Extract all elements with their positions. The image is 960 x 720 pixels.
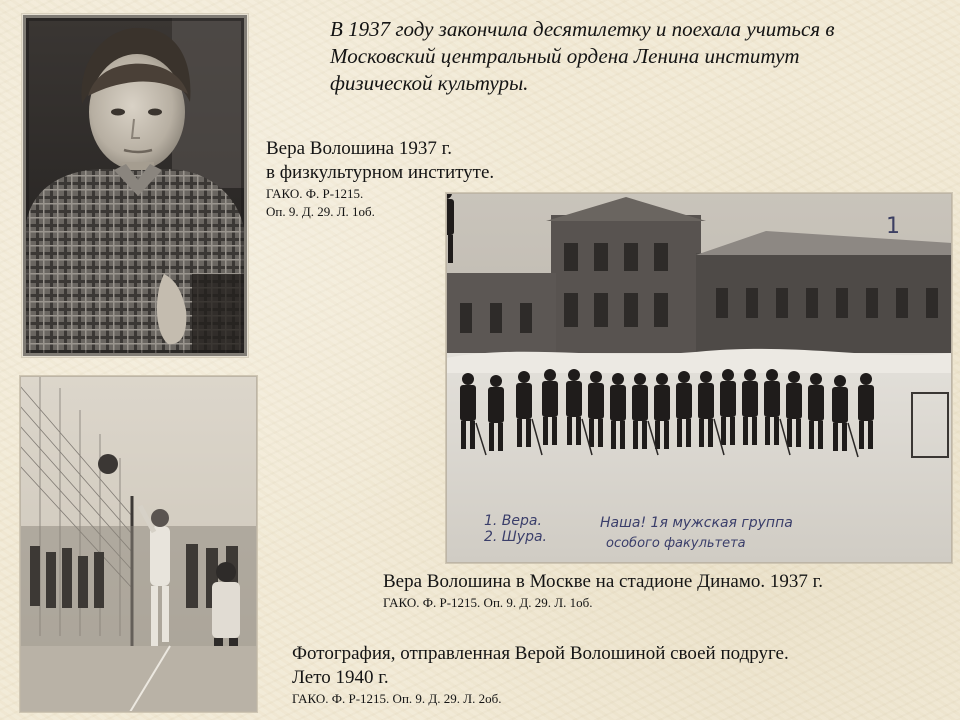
stadium-caption-line-1: Вера Волошина в Москве на стадионе Динамо. 1937 г. bbox=[383, 571, 824, 592]
intro-line-2: Московский центральный ордена Ленина институт bbox=[330, 44, 800, 68]
portrait-caption-line-1: Вера Волошина 1937 г. bbox=[266, 138, 452, 159]
stadium-photo-image bbox=[446, 193, 952, 563]
intro-text bbox=[330, 16, 930, 97]
volleyball-photo-image bbox=[20, 376, 257, 712]
stadium-photo bbox=[446, 193, 952, 563]
volleyball-caption-line-1: Фотография, отправленная Верой Волошиной своей подруге. bbox=[292, 643, 789, 664]
volleyball-caption bbox=[292, 642, 789, 708]
portrait-photo-image bbox=[22, 14, 248, 357]
portrait-archive-ref-1: ГАКО. Ф. Р-1215. bbox=[266, 186, 364, 201]
volleyball-caption-line-2: Лето 1940 г. bbox=[292, 667, 389, 688]
portrait-archive-ref-2: Оп. 9. Д. 29. Л. 1об. bbox=[266, 204, 375, 219]
handwriting-group: Наша! 1я мужская группа bbox=[600, 515, 793, 531]
stadium-corner-mark: 1 bbox=[886, 214, 900, 239]
portrait-photo bbox=[22, 14, 248, 357]
handwriting-shura: 2. Шура. bbox=[484, 529, 547, 545]
intro-line-1: В 1937 году закончила десятилетку и поехала учиться в bbox=[330, 17, 835, 41]
volleyball-photo bbox=[20, 376, 257, 712]
intro-line-3: физической культуры. bbox=[330, 71, 529, 95]
portrait-caption-line-2: в физкультурном институте. bbox=[266, 162, 495, 183]
stadium-caption bbox=[383, 570, 823, 612]
volleyball-archive-ref: ГАКО. Ф. Р-1215. Оп. 9. Д. 29. Л. 2об. bbox=[292, 691, 502, 706]
stadium-archive-ref: ГАКО. Ф. Р-1215. Оп. 9. Д. 29. Л. 1об. bbox=[383, 595, 593, 610]
handwriting-vera: 1. Вера. bbox=[484, 513, 542, 529]
handwriting-faculty: особого факультета bbox=[606, 536, 746, 551]
